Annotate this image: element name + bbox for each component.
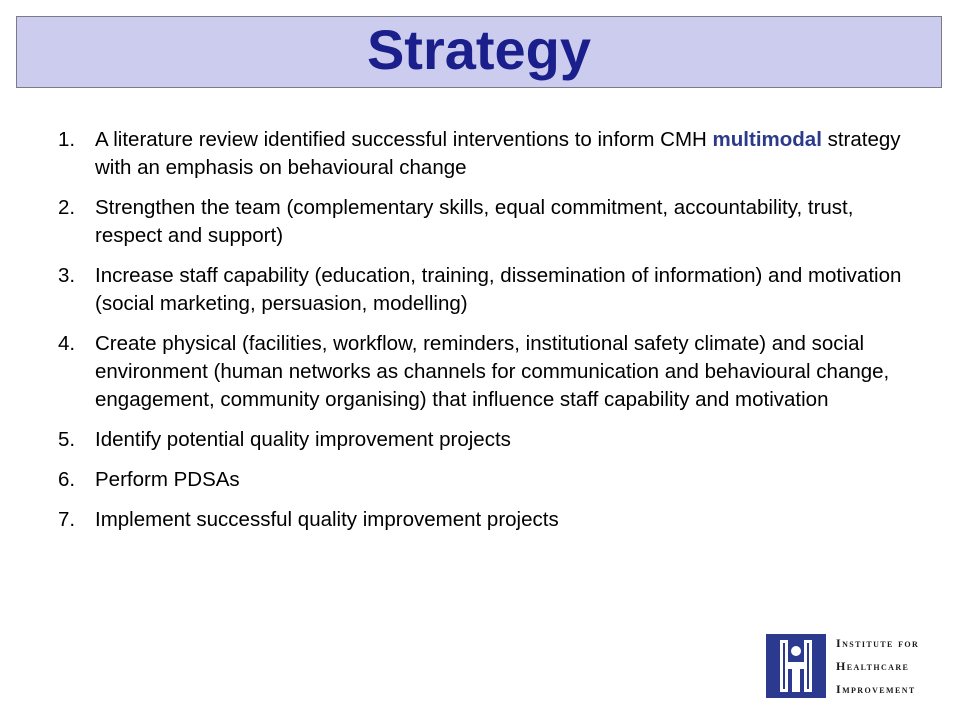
list-item-text: Identify potential quality improvement projects	[95, 428, 511, 451]
list-item	[58, 126, 918, 182]
list-item	[58, 330, 918, 414]
list-item-text	[95, 126, 918, 182]
list-item	[58, 194, 918, 250]
ihi-logo-wordmark	[836, 634, 919, 698]
logo-line: Institute for	[836, 636, 920, 650]
list-item-number: 7.	[58, 508, 76, 531]
list-item-number: 1.	[58, 128, 76, 151]
list-item-text: Implement successful quality improvement projects	[95, 508, 559, 531]
list-item-text: Perform PDSAs	[95, 468, 240, 491]
list-item	[58, 506, 918, 534]
list-item-number: 6.	[58, 468, 76, 491]
list-item-number: 4.	[58, 332, 76, 355]
strategy-list	[58, 126, 918, 546]
ihi-logo	[766, 634, 938, 698]
list-item-text-part: A literature review identified successful interventions to inform CMH	[95, 128, 713, 151]
list-item	[58, 426, 918, 454]
ihi-h-logo-icon	[766, 634, 826, 698]
list-item-text-part: strategy with an emphasis on behavioural change	[95, 128, 901, 179]
highlighted-term: multimodal	[712, 128, 822, 151]
list-item	[58, 262, 918, 318]
list-item-text: Strengthen the team (complementary skills, equal commitment, accountability, trust, respect and support)	[95, 196, 854, 247]
slide-title: Strategy	[366, 18, 592, 81]
list-item	[58, 466, 918, 494]
list-item-number: 5.	[58, 428, 76, 451]
title-bar	[16, 16, 942, 88]
list-item-text: Increase staff capability (education, training, dissemination of information) and motivation (social marketing, persuasion, modelling)	[95, 264, 902, 315]
list-item-number: 2.	[58, 196, 76, 219]
logo-line: Improvement	[836, 682, 916, 696]
logo-line: Healthcare	[836, 659, 910, 673]
list-item-number: 3.	[58, 264, 76, 287]
list-item-text: Create physical (facilities, workflow, reminders, institutional safety climate) and social environment (human networks as channels for communication and behavioural change, engagement, community organising) that influence staff capability and motivation	[95, 332, 890, 411]
